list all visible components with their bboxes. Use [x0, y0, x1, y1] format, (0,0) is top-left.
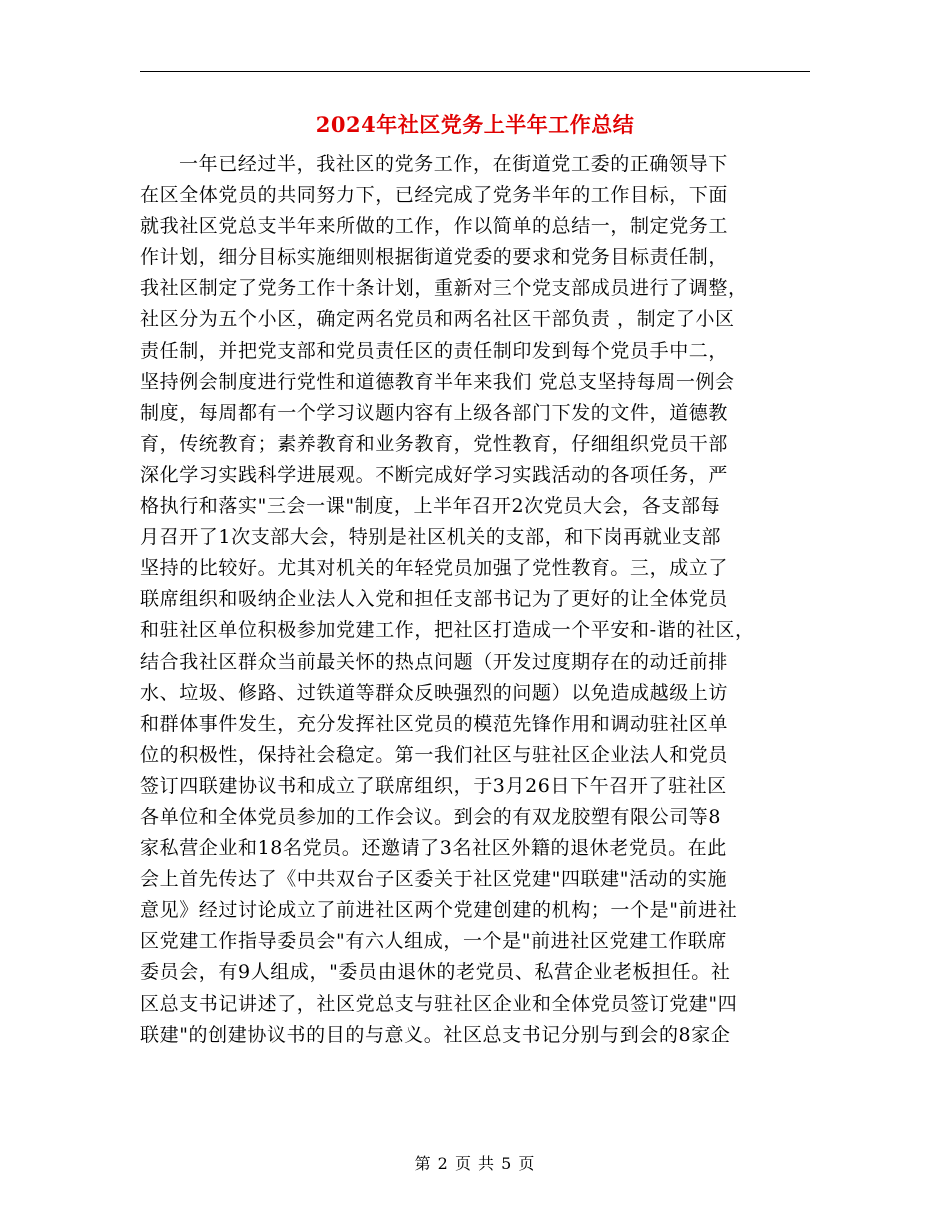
paragraph-line: 坚持例会制度进行党性和道德教育半年来我们 党总支坚持每周一例会	[140, 370, 735, 393]
paragraph-line: 和驻社区单位积极参加党建工作，把社区打造成一个平安和-谐的社区，	[140, 619, 755, 642]
paragraph-line: 联建"的创建协议书的目的与意义。社区总支书记分别与到会的8家企	[140, 1023, 731, 1046]
paragraph-line: 育，传统教育；素养教育和业务教育，党性教育，仔细组织党员干部	[140, 432, 729, 455]
paragraph-line: 制度，每周都有一个学习议题内容有上级各部门下发的文件，道德教	[140, 401, 729, 424]
paragraph-line: 各单位和全体党员参加的工作会议。到会的有双龙胶塑有限公司等8	[140, 805, 722, 828]
paragraph-line: 会上首先传达了《中共双台子区委关于社区党建"四联建"活动的实施	[140, 868, 728, 891]
paragraph-line: 就我社区党总支半年来所做的工作，作以简单的总结一，制定党务工	[140, 215, 729, 238]
top-rule	[140, 71, 810, 72]
paragraph-line: 格执行和落实"三会一课"制度，上半年召开2次党员大会，各支部每	[140, 495, 721, 518]
paragraph-line: 联席组织和吸纳企业法人入党和担任支部书记为了更好的让全体党员	[140, 588, 729, 611]
body-text	[140, 149, 810, 1051]
paragraph-line: 水、垃圾、修路、过铁道等群众反映强烈的问题）以免造成越级上访	[140, 681, 729, 704]
document-title: 2024年社区党务上半年工作总结	[315, 112, 635, 137]
page-footer: 第 2 页 共 5 页	[414, 1154, 536, 1173]
paragraph-line: 位的积极性，保持社会稳定。第一我们社区与驻社区企业法人和党员	[140, 743, 729, 766]
paragraph-line: 区总支书记讲述了，社区党总支与驻社区企业和全体党员签订党建"四	[140, 992, 738, 1015]
paragraph-line: 我社区制定了党务工作十条计划，重新对三个党支部成员进行了调整，	[140, 277, 748, 300]
paragraph-line: 签订四联建协议书和成立了联席组织，于3月26日下午召开了驻社区	[140, 774, 727, 797]
paragraph-line: 委员会，有9人组成，"委员由退休的老党员、私营企业老板担任。社	[140, 961, 731, 984]
paragraph-line: 意见》经过讨论成立了前进社区两个党建创建的机构；一个是"前进社	[140, 899, 738, 922]
paragraph-line: 家私营企业和18名党员。还邀请了3名社区外籍的退休老党员。在此	[140, 837, 727, 860]
paragraph-line: 深化学习实践科学进展观。不断完成好学习实践活动的各项任务，严	[140, 463, 729, 486]
paragraph-line: 结合我社区群众当前最关怀的热点问题（开发过度期存在的动迁前排	[140, 650, 729, 673]
paragraph-line: 作计划，细分目标实施细则根据街道党委的要求和党务目标责任制，	[140, 246, 729, 269]
paragraph-line: 月召开了1次支部大会，特别是社区机关的支部，和下岗再就业支部	[140, 526, 722, 549]
paragraph-line: 在区全体党员的共同努力下，已经完成了党务半年的工作目标，下面	[140, 184, 729, 207]
paragraph-line: 坚持的比较好。尤其对机关的年轻党员加强了党性教育。三，成立了	[140, 557, 729, 580]
paragraph-line: 责任制，并把党支部和党员责任区的责任制印发到每个党员手中二，	[140, 339, 729, 362]
paragraph-line: 和群体事件发生，充分发挥社区党员的模范先锋作用和调动驻社区单	[140, 712, 729, 735]
paragraph-line: 一年已经过半，我社区的党务工作，在街道党工委的正确领导下	[179, 153, 728, 175]
paragraph-line: 区党建工作指导委员会"有六人组成，一个是"前进社区党建工作联席	[140, 930, 728, 953]
paragraph-line: 社区分为五个小区，确定两名党员和两名社区干部负责 ，制定了小区	[140, 308, 735, 331]
